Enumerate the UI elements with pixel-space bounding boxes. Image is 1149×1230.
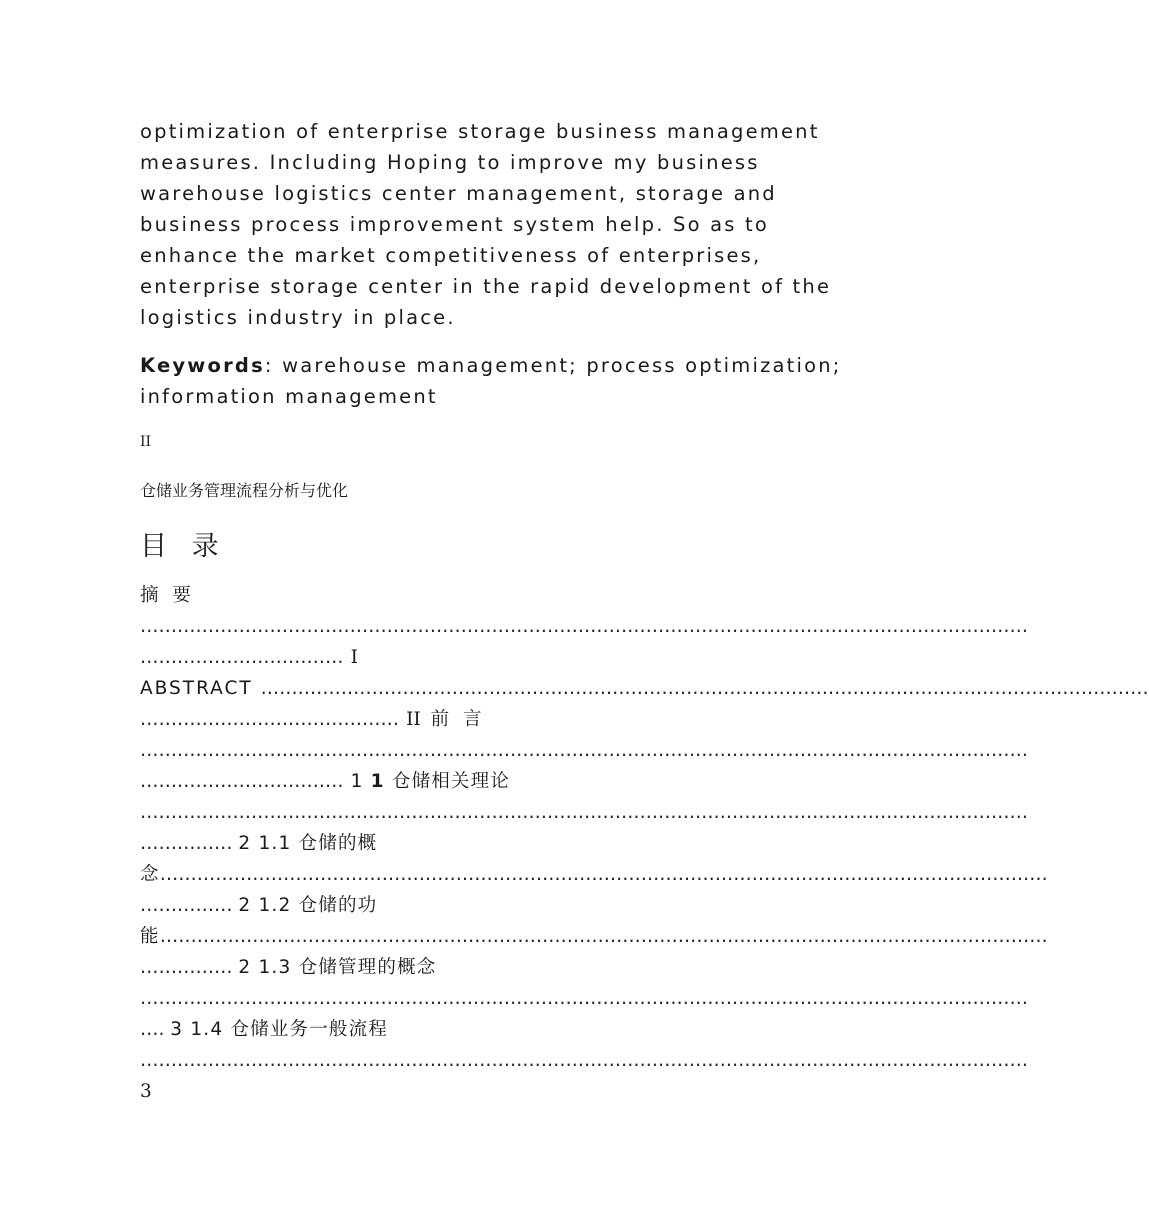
toc-page-number: II xyxy=(406,709,421,730)
toc-line xyxy=(140,735,1028,766)
running-header: 仓储业务管理流程分析与优化 xyxy=(140,481,349,500)
toc-line xyxy=(140,580,810,611)
abstract-line: enhance the market competitiveness of enterprises, xyxy=(140,244,762,267)
toc-line xyxy=(140,673,1149,704)
toc-line xyxy=(140,1014,810,1045)
toc-page-number: I xyxy=(350,647,358,668)
toc-line xyxy=(140,704,810,735)
toc-line xyxy=(140,921,1048,952)
abstract-line: warehouse logistics center management, storage and xyxy=(140,182,777,205)
toc-leader: ……………………………………………………………………………………………………………………………… xyxy=(140,1050,1028,1071)
toc-line xyxy=(140,983,1028,1014)
abstract-line: logistics industry in place. xyxy=(140,306,456,329)
toc-leader: ……………………………………………………………………………………………………………………………… xyxy=(140,616,1028,637)
toc-entry-abstract-cn[interactable]: 摘 要 xyxy=(140,585,195,606)
toc-leader: ……………………………………………………………………………………………………………………………… xyxy=(140,802,1028,823)
toc-line xyxy=(140,1076,810,1107)
toc-leader: ……………………………………………………………………………………………………………………………… xyxy=(140,988,1028,1009)
keywords-line2: information management xyxy=(140,385,438,408)
abstract-body xyxy=(140,116,832,333)
toc-line xyxy=(140,1045,1028,1076)
toc-leader: …………… xyxy=(140,957,239,978)
toc-line xyxy=(140,766,810,797)
toc-entry-abstract-en[interactable]: ABSTRACT xyxy=(140,678,261,699)
toc-line xyxy=(140,797,1028,828)
toc-line xyxy=(140,611,1028,642)
keywords-line1: : warehouse management; process optimization; xyxy=(264,354,842,377)
toc-page-number: 1 xyxy=(350,771,364,792)
toc-chapter-number: 1 xyxy=(370,771,385,792)
keywords-label: Keywords xyxy=(140,354,265,377)
abstract-line: optimization of enterprise storage business management xyxy=(140,120,820,143)
toc-leader: ……………………………………………………………………………………………………………………………… xyxy=(159,864,1048,885)
toc-entry-text: 能 xyxy=(140,926,160,947)
toc-leader: …………………………… xyxy=(140,647,344,668)
toc-leader: …………………………… xyxy=(140,771,344,792)
toc-line xyxy=(140,828,810,859)
abstract-line: measures. Including Hoping to improve my business xyxy=(140,151,760,174)
toc-leader: …………… xyxy=(140,833,239,854)
toc-entry-1-1[interactable]: 2 1.1 仓储的概 xyxy=(238,833,378,854)
abstract-line: enterprise storage center in the rapid development of the xyxy=(140,275,832,298)
toc-leader: ……………………………………………………………………………………………………………………………… xyxy=(140,740,1028,761)
toc-line xyxy=(140,642,810,673)
toc-page-number: 3 xyxy=(140,1081,152,1102)
toc-entry-1-4[interactable]: 3 1.4 仓储业务一般流程 xyxy=(170,1019,389,1040)
toc-title: 目 录 xyxy=(140,531,227,562)
toc-leader: …. xyxy=(140,1019,171,1040)
table-of-contents xyxy=(140,580,1149,1107)
abstract-line: business process improvement system help. So as to xyxy=(140,213,769,236)
keywords xyxy=(140,350,842,412)
page-number: II xyxy=(140,434,152,450)
toc-line xyxy=(140,890,810,921)
toc-entry-preface[interactable]: 前 言 xyxy=(420,709,486,730)
toc-leader: ……………………………………………………………………………………………………………………………… xyxy=(159,926,1048,947)
toc-entry-1-2[interactable]: 2 1.2 仓储的功 xyxy=(238,895,378,916)
toc-line xyxy=(140,952,810,983)
toc-leader: …………… xyxy=(140,895,239,916)
toc-line xyxy=(140,859,1048,890)
toc-leader: ……………………………………………………………………………………………………………………………… xyxy=(260,678,1149,699)
toc-entry-1-3[interactable]: 2 1.3 仓储管理的概念 xyxy=(238,957,437,978)
toc-entry-chapter-1[interactable]: 仓储相关理论 xyxy=(384,771,511,792)
toc-entry-text: 念 xyxy=(140,864,160,885)
toc-leader: …………………………………… xyxy=(140,709,399,730)
